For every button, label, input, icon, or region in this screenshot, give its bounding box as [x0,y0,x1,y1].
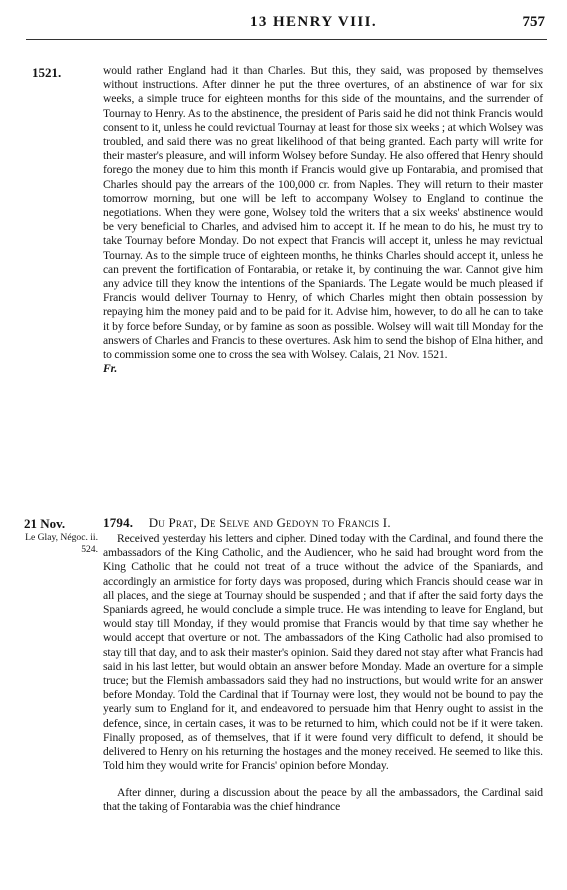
entry-number: 1794. [103,515,134,530]
signature: Fr. [103,362,118,376]
running-title: 13 HENRY VIII. [250,14,378,30]
page-number: 757 [522,14,545,30]
header-rule [26,39,547,40]
source-reference: Le Glay, Négoc. ii. 524. [25,532,98,555]
continuation-paragraph [103,64,543,376]
entry-title: Du Prat, De Selve and Gedoyn to Francis I. [148,515,391,530]
page-header [0,0,567,42]
entry-next-paragraph: After dinner, during a discussion about the peace by all the ambassadors, the Cardinal said that the taking of Fontarabia was the chief hindrance [103,786,543,814]
margin-year: 1521. [32,65,62,80]
entry-date: 21 Nov. [24,516,66,531]
entry-heading [103,515,391,531]
continuation-text: would rather England had it than Charles. But this, they said, was proposed by themselves without instructions. After dinner he put the three overtures, of an abstinence of war for six weeks, a simple truce for eighteen months for this side of the mountains, and the surrender of Tournay to Henry. As to the abstinence, the president of Paris said he did not think Francis would consent to it, unless he could revictual Tournay at least for those six weeks ; at which Wolsey was troubled, and said there was no great likelihood of that being granted. Each party will write for their master's pleasure, and will inform Wolsey before Sunday. He also offered that Henry should forego the money due to him this month if Francis would give up Fontarabia, and promised that Charles should pay the arrears of the 100,000 cr. from Naples. They will return to their master tomorrow morning, but one will be left to accompany Wolsey to England to continue the negotiations. When they were gone, Wolsey told the writers that a six weeks' abstinence would be very beneficial to Charles, and advised him to accept it. If he mean to do his, he must try to take Tournay before Monday. Do not expect that Francis will accept it, unless he may revictual Tournay. As to the simple truce of eighteen months, he thinks Charles should accept it, unless he can prevent the fortification of Fontarabia, or retake it, by continuing the war. Cannot give him any advice till they know the intentions of the Spaniards. The Legate would be much pleased if Francis would deliver Tournay to Henry, of which Charles might then obtain possession by repaying him the money paid and to be paid for it. Advise him, however, to do all he can to take it by force before Sunday, or by famine as soon as possible. Wolsey will wait till Monday for the answers of Charles and Francis to these overtures. Ask him to send the bishop of Elna hither, and to commission some one to cross the sea with Wolsey. Calais, 21 Nov. 1521. [103,64,543,362]
entry-body-paragraph: Received yesterday his letters and cipher. Dined today with the Cardinal, and found there the ambassadors of the King Catholic, and the Audiencer, who he said had brought word from the King Catholic that he could not treat of a truce without the advice of the Spaniards, and accordingly an armistice for forty days was proposed, during which Francis should cease war in all places, and the siege at Tournay should be suspended ; and that if after the said forty days the Spaniards agreed, he would conclude a simple truce. He was intending to leave for England, but would stay till Monday, if they would promise that Francis would by that time say whether he would accept that overture or not. The ambassadors of the King Catholic had also promised to stay till that day, and to ask their master's opinion. Said they dared not stay after what Francis had said in his last letter, but would obtain an answer before Monday. Made an overture for a simple truce; but the Flemish ambassadors said they had no instructions, but would write for an answer before Monday. Told the Cardinal that if Tournay were lost, they would not be bound to pay the yearly sum to England for it, and endeavored to persuade him that Henry ought to assist in the defence, since, in certain cases, it was to be returned to him, which could not be if it were taken. Finally proposed, as of themselves, that if it were found very difficult to defend, it should be delivered to Henry on his returning the hostages and the money received. He seemed to like this. Told him they would write for Francis' opinion before Monday. [103,532,543,773]
